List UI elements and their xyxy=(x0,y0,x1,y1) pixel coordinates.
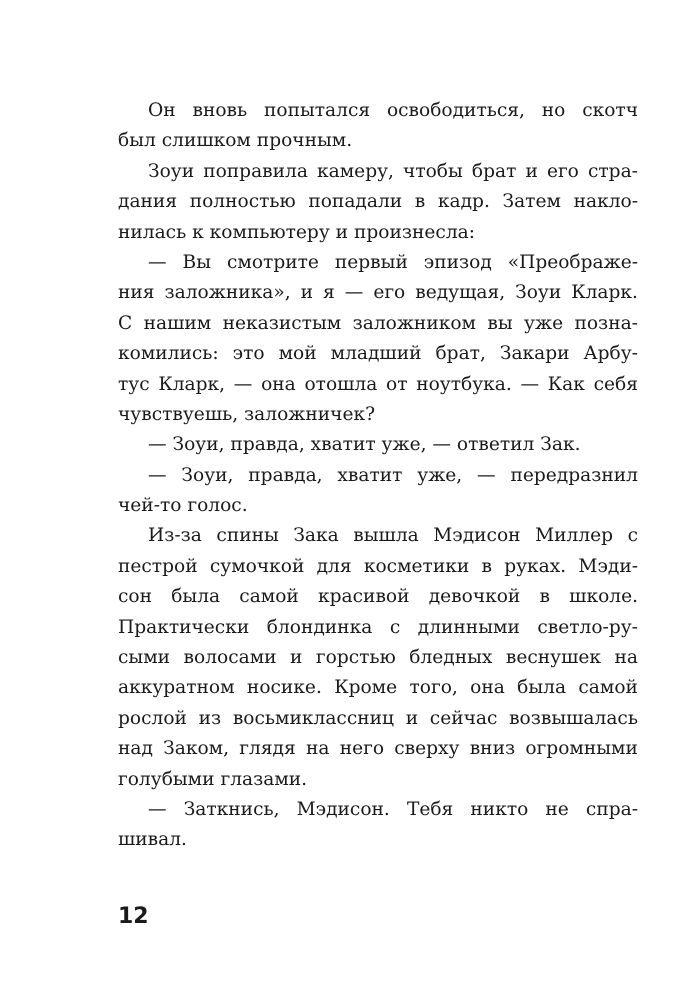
text-line: голубыми глазами. xyxy=(118,768,308,790)
page-number: 12 xyxy=(118,904,149,929)
text-line: — Вы смотрите первый эпизод «Преображе- xyxy=(148,251,638,273)
text-line: — Зоуи, правда, хватит уже, — передразнил xyxy=(148,464,638,486)
text-line: был слишком прочным. xyxy=(118,130,353,152)
text-line: Практически блондинка с длинными светло-ру- xyxy=(118,616,638,638)
text-line: рослой из восьмиклассниц и сейчас возвышалась xyxy=(118,707,638,729)
page-text-block xyxy=(118,96,638,856)
text-line: над Заком, глядя на него сверху вниз огромными xyxy=(118,738,638,760)
text-line: пестрой сумочкой для косметики в руках. Мэди- xyxy=(118,555,638,577)
text-line: нилась к компьютеру и произнесла: xyxy=(118,221,475,243)
text-line: Из-за спины Зака вышла Мэдисон Миллер с xyxy=(148,525,638,547)
text-line: С нашим неказистым заложником вы уже позна- xyxy=(118,312,638,334)
text-line: сыми волосами и горстью бледных веснушек на xyxy=(118,647,638,669)
text-line: — Зоуи, правда, хватит уже, — ответил Зак. xyxy=(148,434,581,456)
text-line: Он вновь попытался освободиться, но скотч xyxy=(148,100,638,121)
text-line: комились: это мой младший брат, Закари Арбу- xyxy=(118,343,638,365)
text-line: чувствуешь, заложничек? xyxy=(118,403,376,425)
text-line: чей-то голос. xyxy=(118,495,248,517)
text-line: дания полностью попадали в кадр. Затем накло- xyxy=(118,191,638,213)
text-line: ния заложника», и я — его ведущая, Зоуи Кларк. xyxy=(118,282,638,304)
text-line: — Заткнись, Мэдисон. Тебя никто не спра- xyxy=(148,798,638,820)
text-line: сон была самой красивой девочкой в школе. xyxy=(118,586,638,608)
text-line: аккуратном носике. Кроме того, она была самой xyxy=(118,677,638,699)
text-line: тус Кларк, — она отошла от ноутбука. — Как себя xyxy=(118,373,638,395)
text-line: шивал. xyxy=(118,829,187,851)
text-line: Зоуи поправила камеру, чтобы брат и его стра- xyxy=(148,160,638,182)
